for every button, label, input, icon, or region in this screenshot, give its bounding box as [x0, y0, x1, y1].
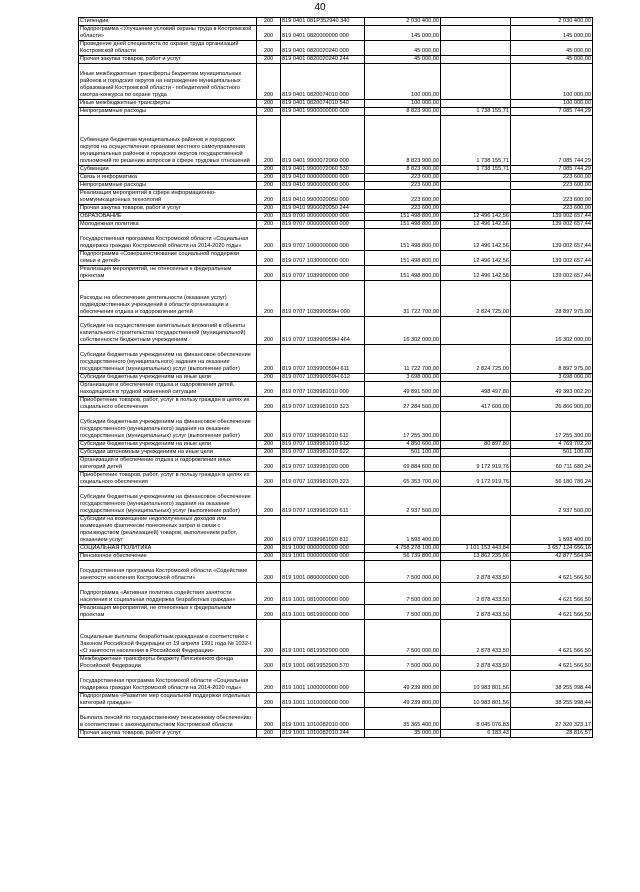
row-fact: 13 862 235,06: [441, 553, 511, 561]
row-fact: 8 045 076,83: [441, 708, 511, 730]
row-rest: 139 002 657,44: [511, 221, 593, 229]
row-fact: 1 101 153 443,84: [441, 545, 511, 553]
row-fact: [441, 317, 511, 345]
row-code: 819 1001 0800000000 000: [281, 561, 365, 583]
row-fact: [441, 374, 511, 382]
row-code: 819 0410 9900000000 000: [281, 182, 365, 190]
row-name: Проведение дней специалиста по охране труда организаций Костромской области: [79, 41, 257, 56]
table-row: [79, 671, 593, 693]
row-kvr: 200: [257, 441, 281, 449]
row-plan: 4 850 600,00: [365, 441, 441, 449]
row-name: Государственная программа Костромской области «Социальная поддержка граждан Костромской области на 2014-2020 годы»: [79, 671, 257, 693]
row-kvr: 200: [257, 26, 281, 41]
budget-table-body: [79, 18, 593, 738]
row-plan: 65 353 700,00: [365, 472, 441, 487]
page-number: 40: [314, 2, 326, 13]
row-name: Государственная программа Костромской области «Социальная поддержка граждан Костромской области на 2014-2020 годы»: [79, 229, 257, 251]
row-rest: 45 000,00: [511, 41, 593, 56]
row-kvr: 200: [257, 656, 281, 671]
row-code: 819 0707 1039981010 000: [281, 382, 365, 397]
row-plan: 31 722 700,00: [365, 281, 441, 317]
row-kvr: 200: [257, 251, 281, 266]
row-fact: 12 496 142,56: [441, 229, 511, 251]
row-name: Субсидии на возмещение недополученных доходов или возмещение фактически понесенных затрат в связи с производством (реализацией) товаров, выполнением работ, оказанием услуг: [79, 516, 257, 545]
row-fact: 12 496 142,56: [441, 213, 511, 221]
row-rest: 60 711 680,24: [511, 457, 593, 472]
row-code: 819 0401 0820020240 000: [281, 41, 365, 56]
row-rest: 2 030 400,00: [511, 18, 593, 26]
table-row: [79, 190, 593, 205]
row-fact: 2 878 433,50: [441, 561, 511, 583]
row-name: Организация и обеспечение отдыха и оздоровления иных категорий детей: [79, 457, 257, 472]
budget-table: [78, 17, 593, 738]
row-plan: 3 698 000,00: [365, 374, 441, 382]
row-code: 819 1000 0000000000 000: [281, 545, 365, 553]
row-kvr: 200: [257, 281, 281, 317]
table-row: [79, 18, 593, 26]
row-rest: 28 897 975,00: [511, 281, 593, 317]
row-code: 819 0401 0820074010 000: [281, 64, 365, 100]
table-row: [79, 116, 593, 166]
row-code: 819 0707 103990059Н 000: [281, 281, 365, 317]
row-kvr: 200: [257, 487, 281, 516]
row-kvr: 200: [257, 266, 281, 281]
row-name: Иные межбюджетные трансферты: [79, 100, 257, 108]
row-fact: 12 496 142,56: [441, 221, 511, 229]
row-code: 819 1001 0819900000 000: [281, 605, 365, 620]
row-name: Субсидии автономным учреждениям на иные цели: [79, 449, 257, 457]
table-row: [79, 545, 593, 553]
row-name: Прочая закупка товаров, работ и услуг: [79, 205, 257, 213]
row-rest: 4 621 566,50: [511, 561, 593, 583]
row-plan: 223 600,00: [365, 182, 441, 190]
row-fact: 10 983 801,56: [441, 671, 511, 693]
row-name: Непрограммные расходы: [79, 108, 257, 116]
row-fact: [441, 56, 511, 64]
table-row: [79, 266, 593, 281]
row-kvr: 200: [257, 457, 281, 472]
row-kvr: 200: [257, 545, 281, 553]
row-rest: 28 816,57: [511, 730, 593, 738]
row-kvr: 200: [257, 561, 281, 583]
row-rest: 139 002 657,44: [511, 213, 593, 221]
row-rest: 17 255 300,00: [511, 412, 593, 441]
row-kvr: 200: [257, 472, 281, 487]
row-fact: 9 172 919,76: [441, 472, 511, 487]
row-plan: 145 000,00: [365, 26, 441, 41]
row-rest: 100 000,00: [511, 64, 593, 100]
row-kvr: 200: [257, 708, 281, 730]
row-plan: 69 884 600,00: [365, 457, 441, 472]
table-row: [79, 221, 593, 229]
table-row: [79, 553, 593, 561]
row-fact: [441, 449, 511, 457]
row-kvr: 200: [257, 190, 281, 205]
row-rest: 4 769 702,20: [511, 441, 593, 449]
table-row: [79, 281, 593, 317]
row-plan: 49 891 500,00: [365, 382, 441, 397]
table-row: [79, 166, 593, 174]
row-plan: 100 000,00: [365, 100, 441, 108]
row-kvr: 200: [257, 221, 281, 229]
row-name: Субсидии на осуществление капитальных вложений в объекты капитального строительства государственной (муниципальной) собственности бюджетным учреждениям: [79, 317, 257, 345]
row-kvr: 200: [257, 516, 281, 545]
table-row: [79, 382, 593, 397]
table-row: [79, 56, 593, 64]
row-fact: [441, 182, 511, 190]
row-name: СОЦИАЛЬНАЯ ПОЛИТИКА: [79, 545, 257, 553]
row-name: Субсидии бюджетным учреждениям на иные цели: [79, 374, 257, 382]
row-plan: 8 823 900,00: [365, 116, 441, 166]
row-rest: 100 000,00: [511, 100, 593, 108]
row-rest: 8 897 975,00: [511, 345, 593, 374]
row-plan: 7 500 000,00: [365, 561, 441, 583]
row-kvr: 200: [257, 317, 281, 345]
row-fact: 498 497,80: [441, 382, 511, 397]
row-fact: [441, 18, 511, 26]
row-name: Государственная программа Костромской области «Содействие занятости населения Костромской области»: [79, 561, 257, 583]
row-rest: 501 100,00: [511, 449, 593, 457]
row-code: 819 1001 0819952900 570: [281, 656, 365, 671]
row-kvr: 200: [257, 397, 281, 412]
row-name: Прочая закупка товаров, работ и услуг: [79, 56, 257, 64]
row-rest: 27 320 323,17: [511, 708, 593, 730]
row-name: Социальные выплаты безработным гражданам в соответствии с Законом Российской Федерации от 19 апреля 1991 года № 1032-I «О занятости населения в Российской Федерации»: [79, 620, 257, 656]
table-row: [79, 693, 593, 708]
table-row: [79, 583, 593, 605]
row-kvr: 200: [257, 693, 281, 708]
row-fact: 417 600,00: [441, 397, 511, 412]
row-fact: 9 172 919,76: [441, 457, 511, 472]
row-code: 819 0401 0820000000 000: [281, 26, 365, 41]
row-code: 819 0401 0820074010 540: [281, 100, 365, 108]
row-rest: 56 180 780,24: [511, 472, 593, 487]
row-kvr: 200: [257, 671, 281, 693]
row-rest: 223 600,00: [511, 182, 593, 190]
row-name: Подпрограмма «Улучшение условий охраны труда в Костромской области»: [79, 26, 257, 41]
row-kvr: 200: [257, 374, 281, 382]
row-fact: 1 738 155,71: [441, 166, 511, 174]
row-name: Реализация мероприятий, не отнесенных к федеральным проектам: [79, 266, 257, 281]
row-name: Расходы на обеспечение деятельности (оказание услуг) подведомственных учреждений в области организации и обеспечения отдыха и оздоровления детей: [79, 281, 257, 317]
row-kvr: 200: [257, 205, 281, 213]
row-rest: 139 002 657,44: [511, 229, 593, 251]
row-kvr: 200: [257, 620, 281, 656]
row-rest: 223 600,00: [511, 205, 593, 213]
row-fact: [441, 412, 511, 441]
row-rest: 4 621 566,50: [511, 620, 593, 656]
row-name: Стипендии: [79, 18, 257, 26]
row-name: Организация и обеспечение отдыха и оздоровления детей, находящихся в трудной жизненной ситуации: [79, 382, 257, 397]
row-plan: 56 739 800,00: [365, 553, 441, 561]
row-rest: 49 393 002,20: [511, 382, 593, 397]
row-rest: 4 621 566,50: [511, 656, 593, 671]
row-name: Реализация мероприятий в сфере информационно-коммуникационных технологий: [79, 190, 257, 205]
row-name: Прочая закупка товаров, работ и услуг: [79, 730, 257, 738]
row-name: Подпрограмма «Развитие мер социальной поддержки отдельных категорий граждан»: [79, 693, 257, 708]
row-kvr: 200: [257, 100, 281, 108]
row-fact: 6 183,43: [441, 730, 511, 738]
row-code: 819 0707 1039981020 000: [281, 457, 365, 472]
table-row: [79, 108, 593, 116]
row-fact: 2 824 725,00: [441, 281, 511, 317]
row-plan: 45 000,00: [365, 56, 441, 64]
row-kvr: 200: [257, 18, 281, 26]
row-code: 819 0410 9900020050 000: [281, 190, 365, 205]
table-row: [79, 205, 593, 213]
row-code: 819 0401 9900072060 530: [281, 166, 365, 174]
row-fact: 12 496 142,56: [441, 266, 511, 281]
row-plan: 100 000,00: [365, 64, 441, 100]
table-row: [79, 449, 593, 457]
row-fact: 80 897,80: [441, 441, 511, 449]
row-kvr: 200: [257, 345, 281, 374]
row-name: Приобретение товаров, работ, услуг в пользу граждан в целях их социального обеспечения: [79, 397, 257, 412]
table-row: [79, 251, 593, 266]
row-plan: 16 302 000,00: [365, 317, 441, 345]
table-row: [79, 229, 593, 251]
row-code: 819 0707 103990059Н 612: [281, 374, 365, 382]
row-plan: 8 823 900,00: [365, 166, 441, 174]
row-fact: 1 738 155,71: [441, 108, 511, 116]
row-kvr: 200: [257, 166, 281, 174]
row-rest: 16 302 000,00: [511, 317, 593, 345]
row-code: 819 1001 1000000000 000: [281, 671, 365, 693]
row-name: Подпрограмма «Активная политика содействия занятости населения и социальная поддержка безработных граждан»: [79, 583, 257, 605]
row-name: Иные межбюджетные трансферты бюджетам муниципальных районов и городских округов на награждение муниципальных образований Костромской области - победителей областного смотра-конкурса по охране труда: [79, 64, 257, 100]
row-rest: 145 000,00: [511, 26, 593, 41]
row-plan: 35 365 400,00: [365, 708, 441, 730]
row-rest: 7 085 744,29: [511, 166, 593, 174]
row-rest: 7 085 744,29: [511, 116, 593, 166]
table-row: [79, 174, 593, 182]
row-rest: 45 000,00: [511, 56, 593, 64]
row-code: 819 0410 0000000000 000: [281, 174, 365, 182]
row-kvr: 200: [257, 64, 281, 100]
table-row: [79, 516, 593, 545]
table-row: [79, 26, 593, 41]
table-row: [79, 182, 593, 190]
table-row: [79, 345, 593, 374]
row-code: 819 1001 1010082010 244: [281, 730, 365, 738]
row-fact: [441, 205, 511, 213]
row-plan: 49 239 800,00: [365, 671, 441, 693]
row-name: Межбюджетные трансферты бюджету Пенсионного фонда Российской Федерации: [79, 656, 257, 671]
row-fact: [441, 174, 511, 182]
table-row: [79, 561, 593, 583]
row-kvr: 200: [257, 213, 281, 221]
row-code: 819 0707 1039981010 612: [281, 441, 365, 449]
row-rest: 38 255 998,44: [511, 693, 593, 708]
row-plan: 27 284 500,00: [365, 397, 441, 412]
row-code: 819 0707 103990059Н 611: [281, 345, 365, 374]
row-plan: 35 000,00: [365, 730, 441, 738]
row-plan: 2 030 400,00: [365, 18, 441, 26]
table-row: [79, 374, 593, 382]
row-name: Субвенции бюджетам муниципальных районов и городских округов на осуществление органами местного самоуправления муниципальных районов и городских округов государственной полномочий по решению вопросов в сфере трудовых отношений: [79, 116, 257, 166]
row-plan: 501 100,00: [365, 449, 441, 457]
row-code: 819 1001 0810000000 000: [281, 583, 365, 605]
row-plan: 4 758 278 100,00: [365, 545, 441, 553]
row-kvr: 200: [257, 605, 281, 620]
row-plan: 49 239 800,00: [365, 693, 441, 708]
row-fact: [441, 64, 511, 100]
row-rest: 139 002 657,44: [511, 266, 593, 281]
table-row: [79, 708, 593, 730]
row-fact: [441, 41, 511, 56]
row-code: 819 0707 1030000000 000: [281, 251, 365, 266]
row-plan: 45 000,00: [365, 41, 441, 56]
row-name: Пенсионное обеспечение: [79, 553, 257, 561]
row-rest: 139 002 657,44: [511, 251, 593, 266]
table-row: [79, 487, 593, 516]
row-fact: [441, 26, 511, 41]
row-name: Субсидии бюджетным учреждениям на иные цели: [79, 441, 257, 449]
row-kvr: 200: [257, 583, 281, 605]
row-kvr: 200: [257, 449, 281, 457]
row-kvr: 200: [257, 116, 281, 166]
table-row: [79, 441, 593, 449]
row-code: 819 0707 1039981020 611: [281, 487, 365, 516]
table-row: [79, 317, 593, 345]
row-name: Подпрограмма «Совершенствование социальной поддержки семьи и детей»: [79, 251, 257, 266]
row-plan: 223 600,00: [365, 190, 441, 205]
row-plan: 17 255 300,00: [365, 412, 441, 441]
row-code: 819 0707 1000000000 000: [281, 229, 365, 251]
row-rest: 223 600,00: [511, 190, 593, 205]
row-fact: 10 983 801,56: [441, 693, 511, 708]
row-fact: 2 878 433,50: [441, 620, 511, 656]
row-plan: 8 823 900,00: [365, 108, 441, 116]
table-row: [79, 41, 593, 56]
row-rest: 3 698 000,00: [511, 374, 593, 382]
row-plan: 7 500 000,00: [365, 605, 441, 620]
row-name: Реализация мероприятий, не отнесенных к федеральным проектам: [79, 605, 257, 620]
row-code: 819 0700 0000000000 000: [281, 213, 365, 221]
row-kvr: 200: [257, 174, 281, 182]
row-plan: 7 500 000,00: [365, 656, 441, 671]
row-code: 819 0401 9900072060 000: [281, 116, 365, 166]
row-fact: [441, 516, 511, 545]
row-code: 819 0401 081Р352940 340: [281, 18, 365, 26]
row-rest: 223 600,00: [511, 174, 593, 182]
row-name: Субсидии бюджетным учреждениям на финансовое обеспечение государственного (муниципального) задания на оказание государственных (муниципальных) услуг (выполнение работ): [79, 345, 257, 374]
row-code: 819 0707 1039981010 622: [281, 449, 365, 457]
row-kvr: 200: [257, 412, 281, 441]
row-fact: 1 738 155,71: [441, 116, 511, 166]
row-plan: 151 498 800,00: [365, 229, 441, 251]
row-kvr: 200: [257, 108, 281, 116]
row-rest: 1 593 400,00: [511, 516, 593, 545]
row-code: 819 0707 0000000000 000: [281, 221, 365, 229]
row-code: 819 0707 1039981010 323: [281, 397, 365, 412]
row-plan: 1 593 400,00: [365, 516, 441, 545]
table-row: [79, 620, 593, 656]
row-kvr: 200: [257, 553, 281, 561]
table-row: [79, 64, 593, 100]
row-code: 819 0707 1039981010 611: [281, 412, 365, 441]
row-kvr: 200: [257, 730, 281, 738]
table-row: [79, 100, 593, 108]
row-kvr: 200: [257, 229, 281, 251]
row-fact: [441, 190, 511, 205]
row-kvr: 200: [257, 56, 281, 64]
row-name: Приобретение товаров, работ, услуг в пользу граждан в целях их социального обеспечения: [79, 472, 257, 487]
table-row: [79, 213, 593, 221]
row-fact: 2 878 433,50: [441, 605, 511, 620]
row-plan: 151 498 800,00: [365, 266, 441, 281]
row-fact: 2 878 433,50: [441, 656, 511, 671]
row-code: 819 1001 1010000000 000: [281, 693, 365, 708]
row-kvr: 200: [257, 382, 281, 397]
row-rest: 42 877 564,94: [511, 553, 593, 561]
row-code: 819 0707 103990059Н 464: [281, 317, 365, 345]
row-code: 819 0707 1039981020 811: [281, 516, 365, 545]
row-rest: 4 621 566,50: [511, 605, 593, 620]
row-plan: 7 500 000,00: [365, 583, 441, 605]
row-plan: 11 722 700,00: [365, 345, 441, 374]
row-kvr: 200: [257, 182, 281, 190]
row-name: Непрограммные расходы: [79, 182, 257, 190]
row-code: 819 0707 1039900000 000: [281, 266, 365, 281]
row-name: Субсидии бюджетным учреждениям на финансовое обеспечение государственного (муниципального) задания на оказание государственных (муниципальных) услуг (выполнение работ): [79, 412, 257, 441]
row-code: 819 0401 9900000000 000: [281, 108, 365, 116]
row-rest: 38 255 998,44: [511, 671, 593, 693]
row-kvr: 200: [257, 41, 281, 56]
row-plan: 7 500 000,00: [365, 620, 441, 656]
row-fact: 2 878 433,50: [441, 583, 511, 605]
table-row: [79, 457, 593, 472]
row-plan: 223 600,00: [365, 174, 441, 182]
row-fact: 2 824 725,00: [441, 345, 511, 374]
row-name: Субсидии бюджетным учреждениям на финансовое обеспечение государственного (муниципального) задания на оказание государственных (муниципальных) услуг (выполнение работ): [79, 487, 257, 516]
table-row: [79, 472, 593, 487]
row-fact: [441, 487, 511, 516]
row-rest: 2 937 500,00: [511, 487, 593, 516]
row-name: Субвенции: [79, 166, 257, 174]
table-row: [79, 397, 593, 412]
row-rest: 3 657 124 656,16: [511, 545, 593, 553]
row-plan: 151 498 800,00: [365, 251, 441, 266]
row-code: 819 0410 9900020050 244: [281, 205, 365, 213]
row-code: 819 1001 0819952900 000: [281, 620, 365, 656]
row-name: Выплата пенсий по государственному пенсионному обеспечению в соответствии с законодательством Костромской области: [79, 708, 257, 730]
row-name: Молодежная политика: [79, 221, 257, 229]
row-name: ОБРАЗОВАНИЕ: [79, 213, 257, 221]
row-plan: 2 937 500,00: [365, 487, 441, 516]
row-code: 819 1001 0000000000 000: [281, 553, 365, 561]
row-rest: 4 621 566,50: [511, 583, 593, 605]
row-rest: 26 866 900,00: [511, 397, 593, 412]
table-row: [79, 412, 593, 441]
row-name: Связь и информатика: [79, 174, 257, 182]
row-code: 819 1001 1010082010 000: [281, 708, 365, 730]
row-plan: 151 498 800,00: [365, 221, 441, 229]
row-fact: [441, 100, 511, 108]
row-code: 819 0707 1039981020 323: [281, 472, 365, 487]
row-plan: 151 498 800,00: [365, 213, 441, 221]
table-row: [79, 605, 593, 620]
table-row: [79, 730, 593, 738]
table-row: [79, 656, 593, 671]
row-code: 819 0401 0820020240 244: [281, 56, 365, 64]
row-fact: 12 496 142,56: [441, 251, 511, 266]
row-rest: 7 085 744,29: [511, 108, 593, 116]
row-plan: 223 600,00: [365, 205, 441, 213]
